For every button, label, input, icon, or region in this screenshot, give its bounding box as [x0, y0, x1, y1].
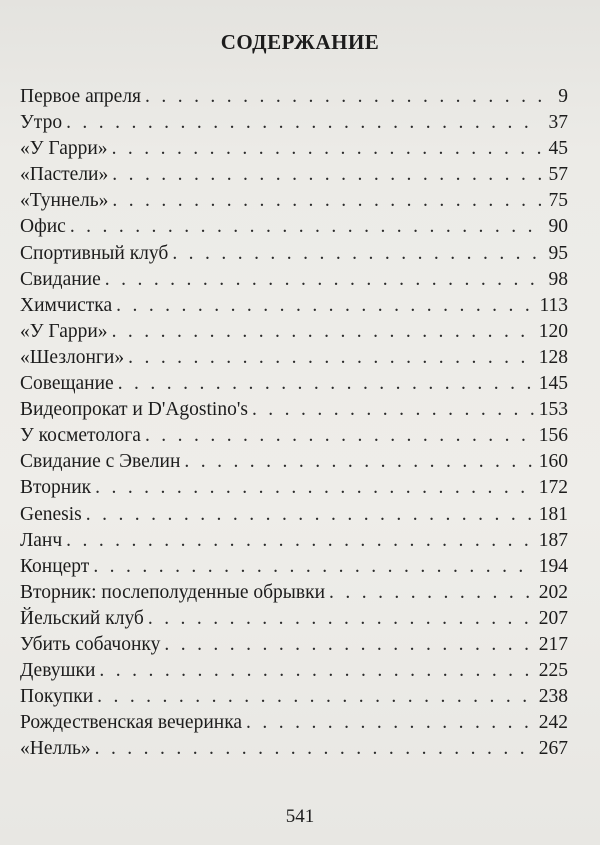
dot-leader — [329, 580, 536, 606]
page-number: 541 — [285, 806, 315, 827]
toc-entry-page: 217 — [538, 633, 568, 655]
toc-entry — [20, 162, 568, 188]
toc-entry — [20, 293, 568, 319]
toc-entry-page: 187 — [538, 529, 568, 551]
toc-entry-page: 207 — [538, 607, 568, 629]
toc-entry — [20, 606, 568, 632]
dot-leader — [252, 397, 536, 423]
toc-entry — [20, 84, 568, 110]
dot-leader — [99, 658, 535, 684]
toc-entry-page: 267 — [538, 738, 568, 760]
dot-leader — [148, 606, 536, 632]
toc-entry-title: Спортивный клуб — [20, 242, 169, 264]
toc-entry-title: Утро — [20, 112, 63, 134]
toc-entry-page: 95 — [548, 242, 568, 264]
dot-leader — [172, 241, 541, 267]
toc-entry-title: Вторник: послеполуденные обрывки — [20, 581, 326, 603]
toc-entry — [20, 632, 568, 658]
toc-entry — [20, 345, 568, 371]
dot-leader — [112, 162, 541, 188]
dot-leader — [105, 267, 541, 293]
dot-leader — [164, 632, 535, 658]
dot-leader — [128, 345, 536, 371]
toc-entry-page: 238 — [538, 686, 568, 708]
toc-entry-title: Химчистка — [20, 294, 113, 316]
toc-entry — [20, 423, 568, 449]
toc-entry-title: Девушки — [20, 660, 96, 682]
dot-leader — [145, 423, 536, 449]
toc-entry — [20, 136, 568, 162]
toc-entry-title: Йельский клуб — [20, 607, 144, 629]
toc-entry — [20, 449, 568, 475]
toc-entry-title: Вторник — [20, 477, 92, 499]
toc-entry — [20, 736, 568, 762]
toc-entry — [20, 528, 568, 554]
toc-entry-title: Genesis — [20, 503, 82, 525]
toc-entry-title: Свидание — [20, 268, 101, 290]
toc-entry — [20, 397, 568, 423]
toc-entry-page: 153 — [538, 399, 568, 421]
dot-leader — [95, 736, 536, 762]
toc-entry-page: 37 — [548, 112, 568, 134]
toc-entry-title: Рождественская вечеринка — [20, 712, 243, 734]
toc-entry — [20, 710, 568, 736]
toc-entry-page: 202 — [538, 581, 568, 603]
toc-entry-page: 181 — [538, 503, 568, 525]
toc-entry — [20, 371, 568, 397]
toc-entry-page: 57 — [548, 164, 568, 186]
toc-entry-title: Совещание — [20, 373, 114, 395]
toc-entry — [20, 267, 568, 293]
toc-entry-title: Первое апреля — [20, 86, 142, 107]
toc-entry-page: 225 — [538, 660, 568, 682]
toc-entry-title: Ланч — [20, 529, 63, 551]
toc-entry — [20, 241, 568, 267]
dot-leader — [93, 554, 535, 580]
toc-entry — [20, 188, 568, 214]
toc-entry — [20, 684, 568, 710]
toc-entry-page: 156 — [538, 425, 568, 447]
toc-entry-title: «У Гарри» — [20, 320, 108, 342]
toc-entry-title: «Шезлонги» — [20, 346, 125, 368]
dot-leader — [86, 502, 536, 528]
toc-entry-page: 113 — [539, 294, 568, 316]
toc-entry-title: Офис — [20, 216, 66, 238]
toc-entry-page: 45 — [548, 138, 568, 160]
dot-leader — [112, 136, 541, 162]
toc-entry-page: 90 — [548, 216, 568, 238]
toc-entry-title: Убить собачонку — [20, 633, 161, 655]
dot-leader — [116, 293, 536, 319]
toc-entry — [20, 502, 568, 528]
toc-entry — [20, 214, 568, 240]
page-title: СОДЕРЖАНИЕ — [220, 30, 380, 54]
dot-leader — [70, 214, 541, 240]
dot-leader — [184, 449, 535, 475]
dot-leader — [97, 684, 536, 710]
toc-entry-page: 242 — [538, 712, 568, 734]
toc-entry-page: 145 — [538, 373, 568, 395]
toc-entry — [20, 319, 568, 345]
toc-entry — [20, 658, 568, 684]
toc-entry-title: «Пастели» — [20, 164, 109, 186]
toc-entry-page: 120 — [538, 320, 568, 342]
toc-entry-title: «Туннель» — [20, 190, 109, 212]
toc-entry-title: Свидание с Эвелин — [20, 451, 181, 473]
toc-entry-title: Концерт — [20, 555, 90, 577]
dot-leader — [246, 710, 536, 736]
dot-leader — [66, 110, 541, 136]
toc-entry-title: У косметолога — [20, 425, 141, 447]
table-of-contents — [20, 84, 568, 762]
toc-entry-page: 128 — [538, 346, 568, 368]
toc-entry-title: «Нелль» — [20, 738, 91, 760]
toc-entry — [20, 110, 568, 136]
toc-entry — [20, 475, 568, 501]
toc-entry-page: 75 — [548, 190, 568, 212]
toc-entry-page: 9 — [558, 86, 568, 107]
dot-leader — [112, 188, 541, 214]
toc-entry-page: 98 — [548, 268, 568, 290]
dot-leader — [95, 475, 536, 501]
toc-entry-title: «У Гарри» — [20, 138, 108, 160]
toc-entry-page: 172 — [538, 477, 568, 499]
toc-entry — [20, 554, 568, 580]
toc-entry-page: 160 — [538, 451, 568, 473]
dot-leader — [66, 528, 536, 554]
dot-leader — [145, 84, 541, 110]
toc-entry-title: Видеопрокат и D'Agostino's — [20, 399, 248, 421]
toc-entry-page: 194 — [538, 555, 568, 577]
dot-leader — [118, 371, 536, 397]
dot-leader — [112, 319, 536, 345]
toc-entry — [20, 580, 568, 606]
toc-entry-title: Покупки — [20, 686, 94, 708]
